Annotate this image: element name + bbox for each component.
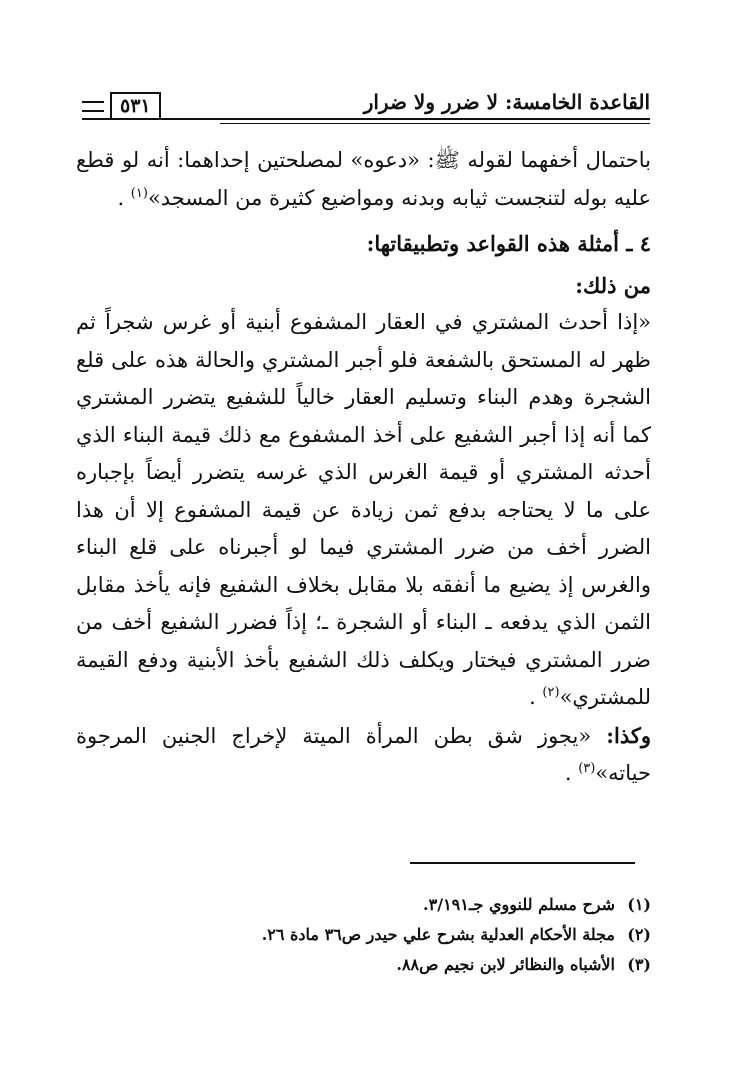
paragraph-3 <box>76 717 651 793</box>
footnote-ref-2: (٢) <box>542 685 560 700</box>
footnote <box>90 920 651 950</box>
main-text <box>76 142 651 793</box>
footnote-text: شرح مسلم للنووي جـ٣/١٩١. <box>423 895 615 914</box>
footnote-separator <box>410 862 635 864</box>
footnote <box>90 890 651 920</box>
page-number: ٥٣١ <box>110 92 161 120</box>
paragraph-2-end: . <box>529 685 543 709</box>
page-number-ornament <box>82 101 104 112</box>
footnote-mark: (٢) <box>627 925 651 944</box>
footnote-ref-1: (١) <box>130 185 148 201</box>
paragraph-3-lead: وكذا: <box>606 722 651 748</box>
footnote-text: مجلة الأحكام العدلية بشرح علي حيدر ص٣٦ مادة ٢٦. <box>261 925 615 944</box>
footnote-mark: (٣) <box>627 955 651 974</box>
paragraph-3-text: «يجوز شق بطن المرأة الميتة لإخراج الجنين المرجوة حياته» <box>76 723 651 785</box>
footnote-ref-3: (٣) <box>578 761 596 776</box>
footnotes <box>90 890 651 980</box>
paragraph-1-end: . <box>117 185 131 210</box>
paragraph-2-text: «إذا أحدث المشتري في العقار المشفوع أبنية أو غرس شجراً ثم ظهر له المستحق بالشفعة فلو أجبر المشتري والحالة هذه على قلع الشجرة وهدم البناء وتسليم العقار خالياً للشفيع يتضرر المشتري كما أنه إذا أجبر الشفيع على أخذ المشفوع مع ذلك قيمة البناء الذي أحدثه المشتري أو قيمة الغرس الذي غرسه يتضرر أيضاً بإجباره على ما لا يحتاجه بدفع ثمن زيادة عن قيمة المشفوع إلا أن هذا الضرر أخف من ضرر المشتري فيما لو أجبرناه على قلع البناء والغرس إذ يضيع ما أنفقه بلا مقابل بخلاف الشفيع فإنه يأخذ مقابل الثمن الذي يدفعه ـ البناء أو الشجرة ـ؛ إذاً فضرر الشفيع أخف من ضرر المشتري فيختار ويكلف ذلك الشفيع بأخذ الأبنية ودفع القيمة للمشتري» <box>76 310 651 709</box>
running-title: القاعدة الخامسة: لا ضرر ولا ضرار <box>363 90 650 114</box>
header-rule <box>82 118 650 120</box>
footnote-mark: (١) <box>627 895 651 914</box>
page-number-box <box>82 92 161 120</box>
paragraph-2 <box>76 304 651 717</box>
footnote-text: الأشباه والنظائر لابن نجيم ص٨٨. <box>396 955 615 974</box>
paragraph-1 <box>76 142 651 217</box>
paragraph-1-text: باحتمال أخفهما لقوله ﷺ: «دعوه» لمصلحتين إحداهما: أنه لو قطع عليه بوله لتنجست ثيابه وبدنه ومواضيع كثيرة من المسجد» <box>76 148 651 210</box>
sub-heading: من ذلك: <box>575 272 651 298</box>
footnote <box>90 950 651 980</box>
section-heading: ٤ ـ أمثلة هذه القواعد وتطبيقاتها: <box>366 231 651 256</box>
header-rule-thin <box>220 123 650 124</box>
paragraph-3-end: . <box>564 761 579 785</box>
